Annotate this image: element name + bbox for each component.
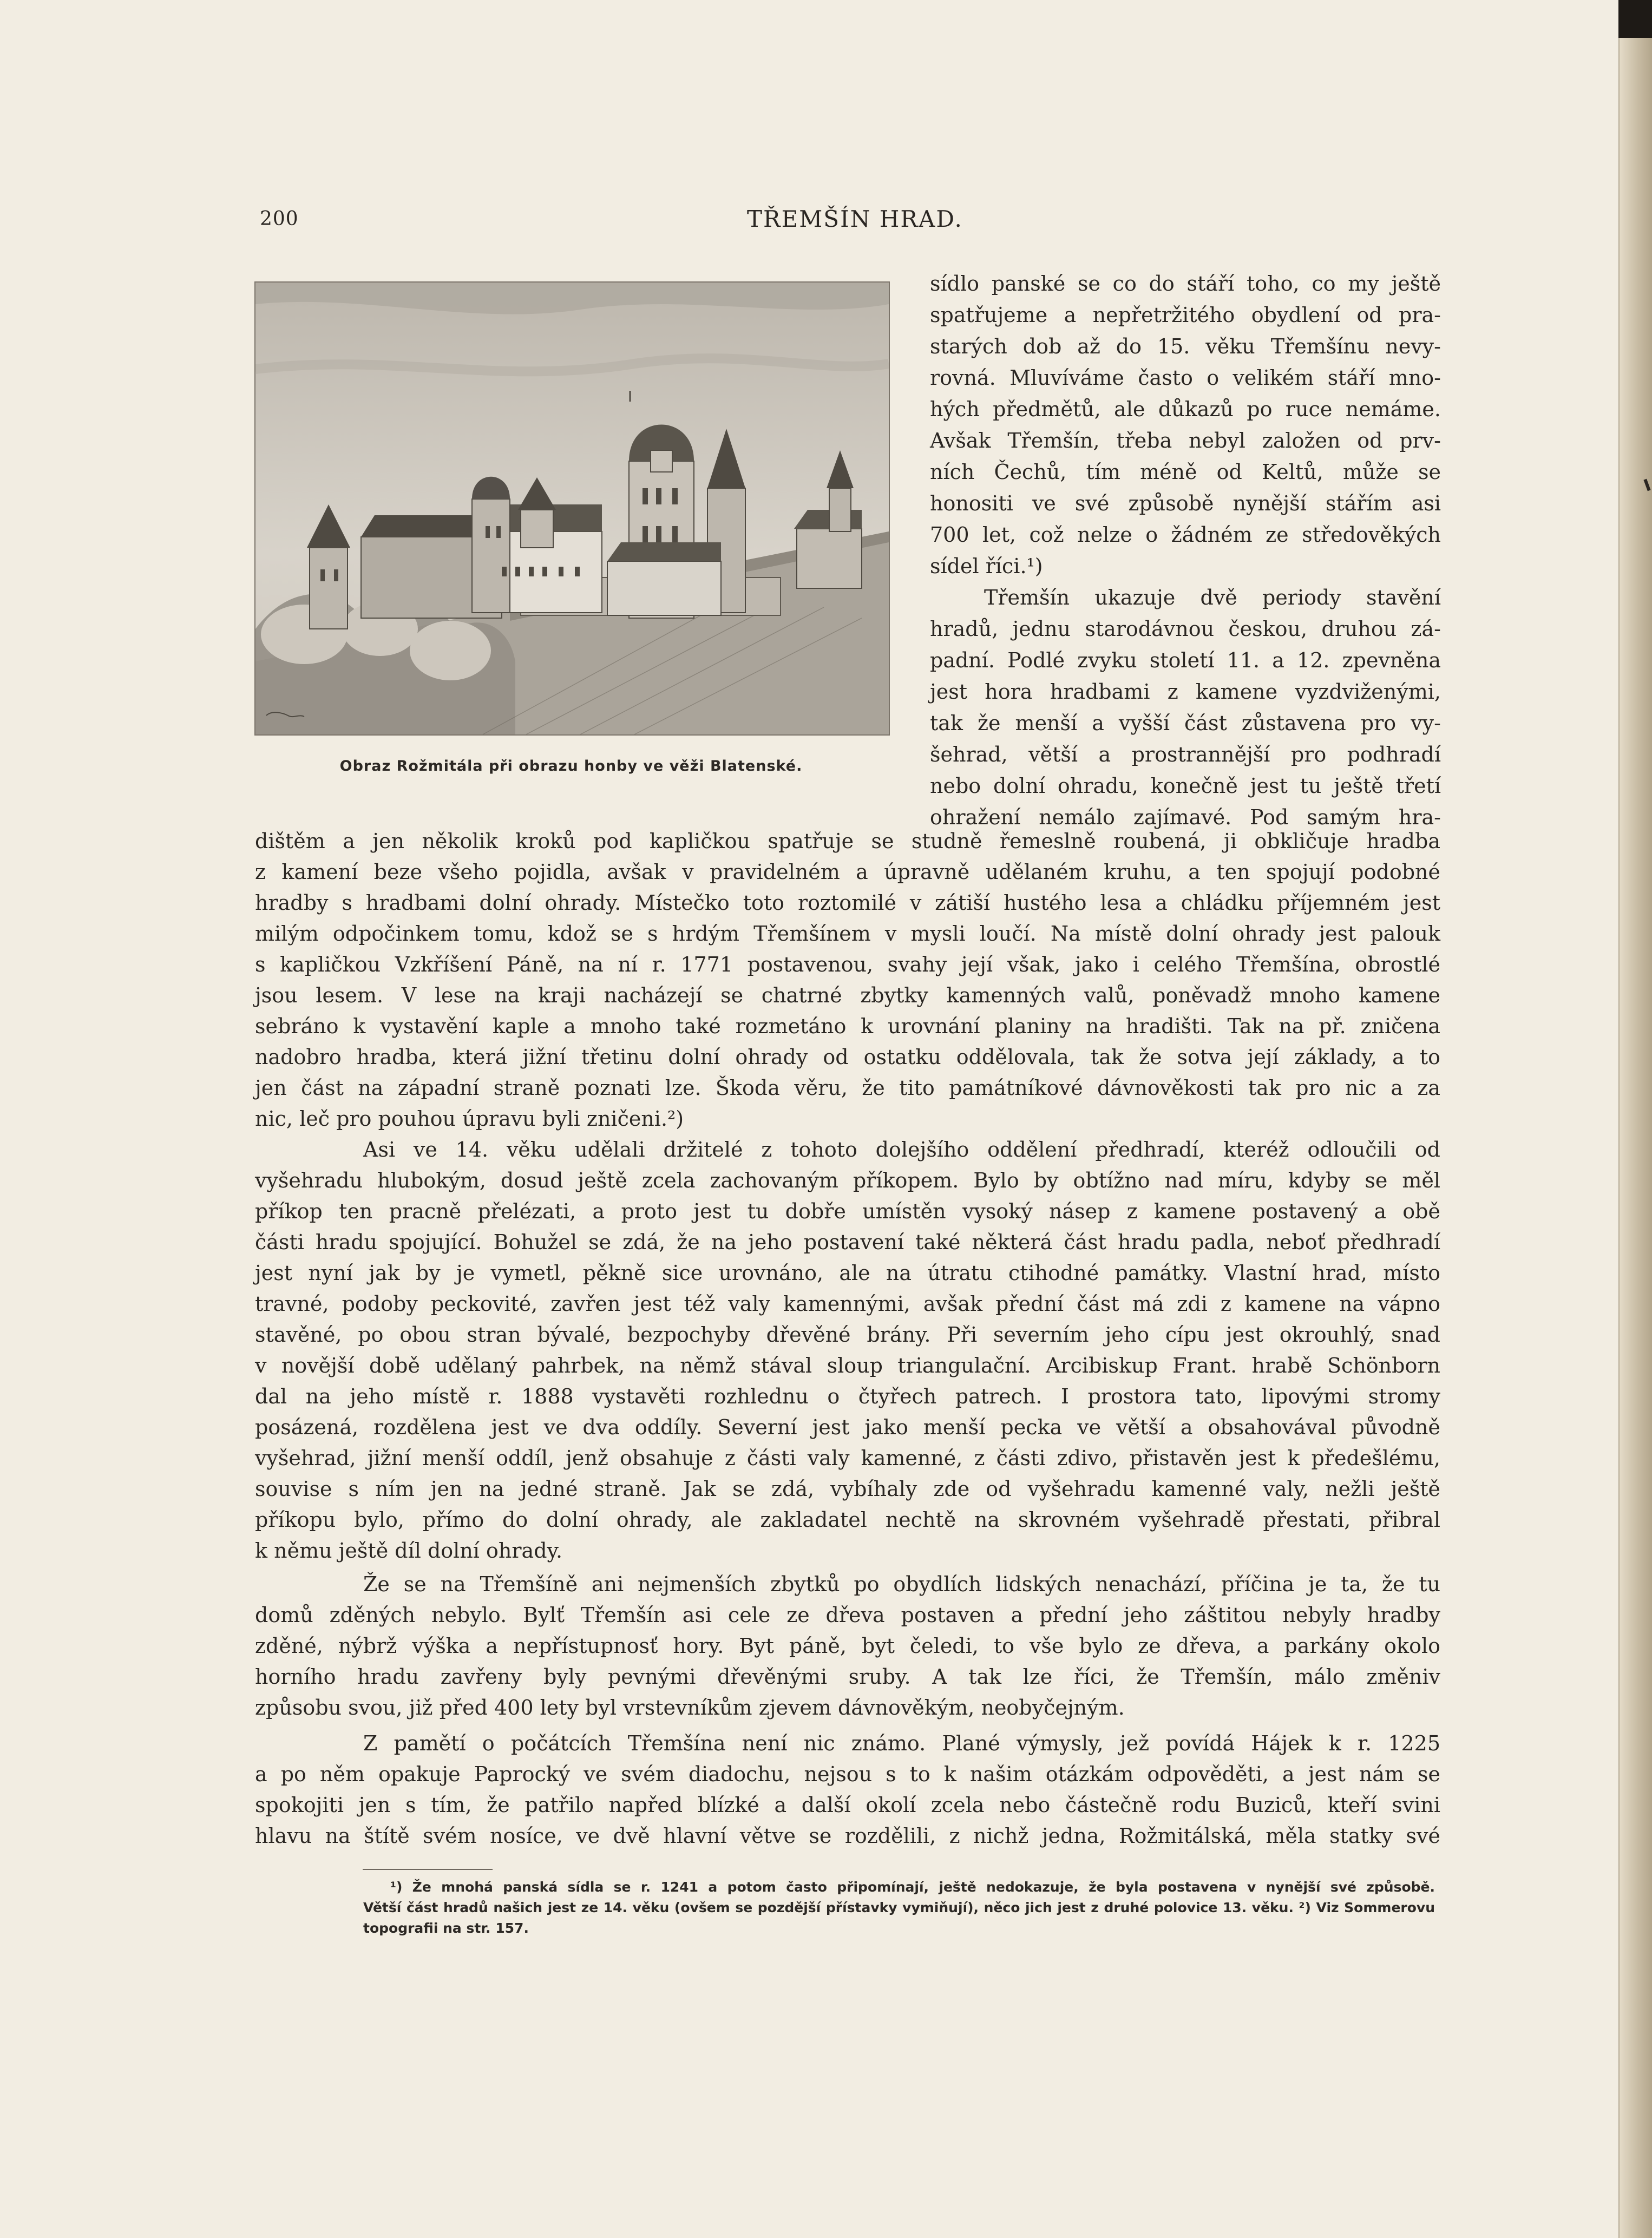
body-line: s kapličkou Vzkříšení Páně, na ní r. 1771 postavenou, svahy její však, jako i celého Třemšína, obrostlé (255, 953, 1440, 976)
scan-corner (1618, 0, 1652, 38)
body-line: horního hradu zavřeny byly pevnými dřevěnými sruby. A tak lze říci, že Třemšín, málo změniv (255, 1665, 1440, 1689)
body-line: z kamení beze všeho pojidla, avšak v pravidelném a úpravně udělaném kruhu, a ten spojují podobné (255, 860, 1440, 884)
body-line: travné, podoby peckovité, zavřen jest též valy kamennými, avšak přední část má zdi z kamene na vápno (255, 1292, 1440, 1316)
body-line: jest nyní jak by je vymetl, pěkně sice urovnáno, ale na útratu ctihodné památky. Vlastní hrad, místo (255, 1261, 1440, 1285)
body-line: souvise s ním jen na jedné straně. Jak se zdá, vybíhaly zde od vyšehradu kamenné valy, nežli ještě (255, 1477, 1440, 1501)
column-line: jest hora hradbami z kamene vyzdviženými, (930, 680, 1441, 704)
body-line: části hradu spojující. Bohužel se zdá, že na jeho postavení také některá část hradu padla, neboť předhradí (255, 1230, 1440, 1254)
body-line: jsou lesem. V lese na kraji nacházejí se chatrné zbytky kamenných valů, poněvadž mnoho kamene (255, 983, 1440, 1007)
body-line: posázená, rozdělena jest ve dva oddíly. Severní jest jako menší pecka ve větší a obsahovával původně (255, 1415, 1440, 1439)
column-line: padní. Podlé zvyku století 11. a 12. zpevněna (930, 648, 1441, 672)
body-line: vyšehrad, jižní menší oddíl, jenž obsahuje z části valy kamenné, z části zdivo, přistavěn jest k předešlému, (255, 1446, 1440, 1470)
column-line: Avšak Třemšín, třeba nebyl založen od prv- (930, 429, 1441, 452)
column-line: starých dob až do 15. věku Třemšínu nevy- (930, 334, 1441, 358)
body-line: příkopu bylo, přímo do dolní ohrady, ale zakladatel nechtě na skrovném vyšehradě přestati, přibral (255, 1508, 1440, 1532)
body-line: milým odpočinkem tomu, kdož se s hrdým Třemšínem v mysli loučí. Na místě dolní ohrady jest palouk (255, 922, 1440, 946)
body-line: nic, leč pro pouhou úpravu byli zničeni.²) (255, 1107, 684, 1131)
body-line: k němu ještě díl dolní ohrady. (255, 1539, 563, 1563)
body-line: dištěm a jen několik kroků pod kapličkou spatřuje se studně řemeslně roubená, ji obkličuje hradba (255, 829, 1440, 853)
body-line: domů zděných nebylo. Bylť Třemšín asi cele ze dřeva postaven a přední jeho záštitou nebyly hradby (255, 1603, 1440, 1627)
footnote-line: topografii na str. 157. (363, 1920, 529, 1936)
column-line: spatřujeme a nepřetržitého obydlení od pra- (930, 303, 1441, 327)
column-line: ních Čechů, tím méně od Keltů, může se (930, 460, 1441, 484)
body-line: vyšehradu hlubokým, dosud ještě zcela zachovaným příkopem. Bylo by obtížno nad míru, kdyby se měl (255, 1169, 1440, 1192)
column-line: rovná. Mluvíváme často o velikém stáří mno- (930, 366, 1441, 390)
body-line: a po něm opakuje Paprocký ve svém diadochu, nejsou s to k našim otázkám odpověděti, a jest nám se (255, 1762, 1440, 1786)
body-line: stavěné, po obou stran bývalé, bezpochyby dřevěné brány. Při severním jeho cípu jest okrouhlý, snad (255, 1323, 1440, 1347)
column-line: sídel říci.¹) (930, 554, 1043, 578)
footnote-line: ¹) Že mnohá panská sídla se r. 1241 a potom často připomínají, ještě nedokazuje, že byla postavena v nynější své způsobě. (390, 1879, 1435, 1895)
footnote-rule (363, 1869, 493, 1870)
column-line: tak že menší a vyšší část zůstavena pro vy- (930, 711, 1441, 735)
body-line: spokojiti jen s tím, že patřilo napřed blízké a další okolí zcela nebo částečně rodu Buziců, kteří svini (255, 1793, 1440, 1817)
footnote-line: Větší část hradů našich jest ze 14. věku (ovšem se pozdější přístavky vymiňují), něco jich jest z druhé polovice 13. věku. ²) Viz Sommerovu (363, 1900, 1435, 1915)
page-edge (1618, 0, 1620, 2238)
castle-drawing (255, 283, 889, 734)
column-line: hradů, jednu starodávnou českou, druhou zá- (930, 617, 1441, 641)
body-line: Asi ve 14. věku udělali držitelé z tohoto dolejšího oddělení předhradí, kteréž odloučili od (363, 1138, 1440, 1161)
column-line: nebo dolní ohradu, konečně jest tu ještě třetí (930, 774, 1441, 798)
column-line: Třemšín ukazuje dvě periody stavění (984, 586, 1441, 609)
column-line: šehrad, větší a prostrannější pro podhradí (930, 743, 1441, 766)
page-title: TŘEMŠÍN HRAD. (747, 206, 963, 232)
body-line: jen část na západní straně poznati lze. Škoda věru, že tito památníkové dávnověkosti tak pro nic a za (255, 1076, 1440, 1100)
body-line: Z pamětí o počátcích Třemšína není nic známo. Plané výmysly, jež povídá Hájek k r. 1225 (363, 1731, 1440, 1755)
body-line: zděné, nýbrž výška a nepřístupnosť hory. Byt páně, byt čeledi, to vše bylo ze dřeva, a parkány okolo (255, 1634, 1440, 1658)
body-line: hradby s hradbami dolní ohrady. Místečko toto roztomilé v zátiší hustého lesa a chládku příjemném jest (255, 891, 1440, 915)
column-line: hých předmětů, ale důkazů po ruce nemáme. (930, 397, 1441, 421)
body-line: hlavu na štítě svém nosíce, ve dvě hlavní větve se rozdělili, z nichž jedna, Rožmitálská, měla statky své (255, 1824, 1440, 1848)
body-line: nadobro hradba, která jižní třetinu dolní ohrady od ostatku oddělovala, tak že sotva její základy, a to (255, 1045, 1440, 1069)
page-gutter-shadow (1618, 0, 1652, 2238)
body-line: příkop ten pracně přelézati, a proto jest tu dobře umístěn vysoký násep z kamene postavený a obě (255, 1199, 1440, 1223)
column-line: sídlo panské se co do stáří toho, co my ještě (930, 272, 1441, 296)
column-line: 700 let, což nelze o žádném ze středověkých (930, 523, 1441, 547)
running-head (254, 206, 1175, 238)
body-line: dal na jeho místě r. 1888 vystavěti rozhlednu o čtyřech patrech. I prostora tato, lipovými stromy (255, 1384, 1440, 1408)
column-line: honositi ve své způsobě nynější stářím asi (930, 491, 1441, 515)
figure-caption: Obraz Rožmitála při obrazu honby ve věži Blatenské. (339, 758, 803, 775)
body-line: sebráno k vystavění kaple a mnoho také rozmetáno k urovnání planiny na hradišti. Tak na př. zničena (255, 1014, 1440, 1038)
body-line: v novější době udělaný pahrbek, na němž stával sloup triangulační. Arcibiskup Frant. hrabě Schönborn (255, 1354, 1440, 1377)
body-line: způsobu svou, již před 400 lety byl vrstevníkům zjevem dávnověkým, neobyčejným. (255, 1696, 1125, 1719)
castle-illustration (254, 281, 890, 736)
column-line: ohražení nemálo zajímavé. Pod samým hra- (930, 805, 1441, 829)
page-number: 200 (260, 208, 299, 230)
body-line: Že se na Třemšíně ani nejmenších zbytků po obydlích lidských nenachází, příčina je ta, že tu (363, 1572, 1440, 1596)
